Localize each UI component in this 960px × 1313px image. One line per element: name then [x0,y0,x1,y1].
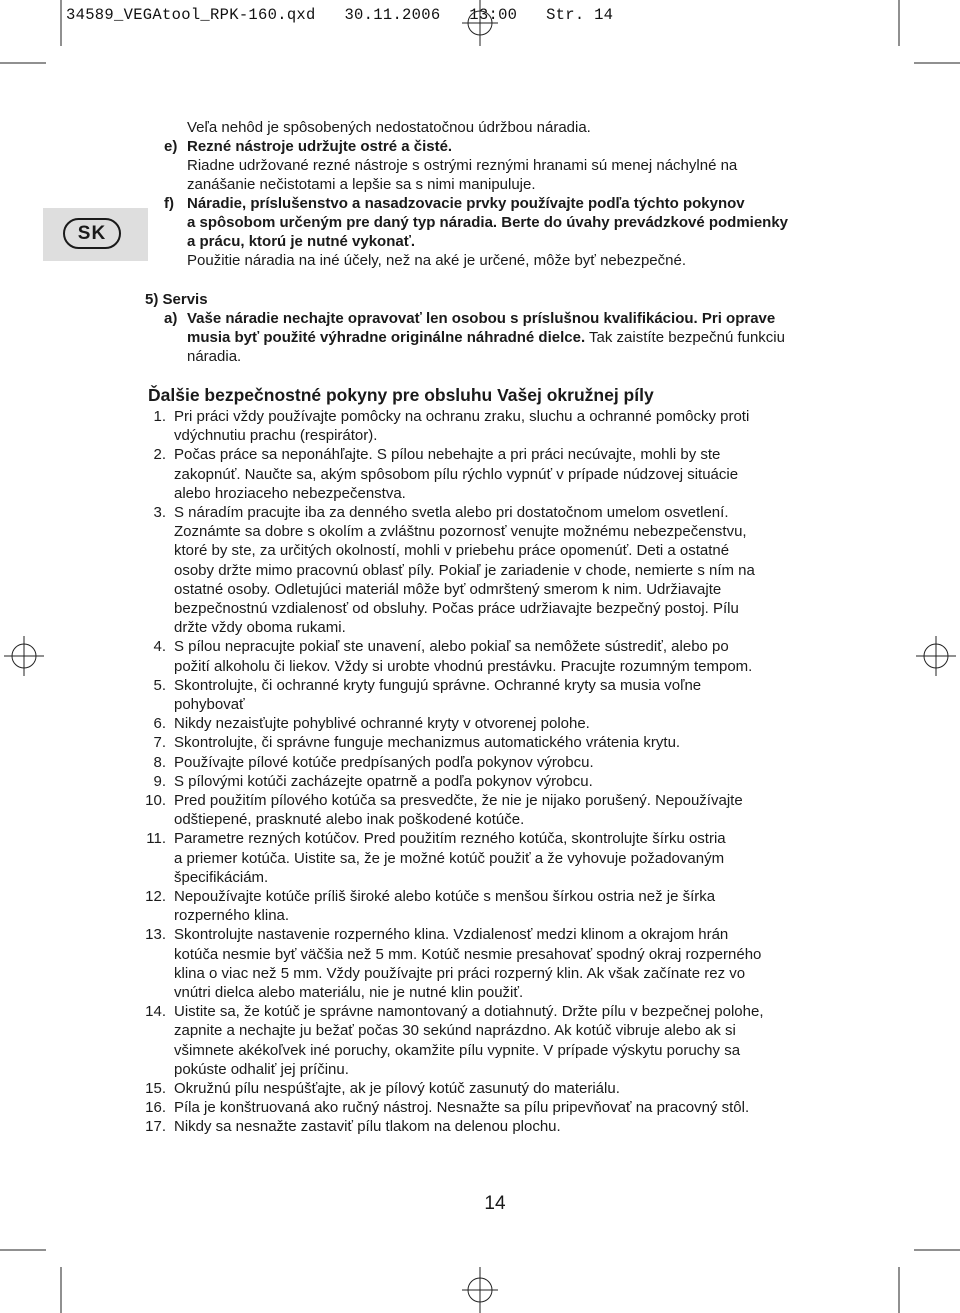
list-item-line: S pílou nepracujte pokiaľ ste unavení, alebo pokiaľ sa nemôžete sústrediť, alebo po [174,638,729,656]
list-item-number: 12. [145,888,166,905]
intro-line: Veľa nehôd je spôsobených nedostatočnou údržbou náradia. [187,119,591,136]
list-item-line: klina o viac než 5 mm. Vždy používajte pri práci rozperný klin. Ak však začínate rez vo [174,964,746,982]
registration-mark-right [916,636,956,676]
list-item-line: Píla je konštruovaná ako ručný nástroj. Nesnažte sa pílu pripevňovať na pracovný stôl. [174,1099,750,1117]
servis-bold-line: Vaše náradie nechajte opravovať len osobou s príslušnou kvalifikáciou. Pri oprave [187,310,776,327]
list-item-line: zakopnúť. Naučte sa, akým spôsobom pílu rýchlo vypnúť v prípade núdzovej situácie [174,465,739,483]
list-item-number: 16. [145,1099,166,1117]
item-f-bold-line: a prácu, ktorú je nutné vykonať. [187,233,416,250]
item-e-title: Rezné nástroje udržujte ostré a čisté. [187,138,453,155]
list-item-line: odštiepené, prasknuté alebo inak poškodené kotúče. [174,811,525,829]
item-e-line: Riadne udržované rezné nástroje s ostrými reznými hranami sú menej náchylné na [187,157,738,174]
list-item-number: 3. [153,504,166,521]
list-item-line: Nikdy nezaisťujte pohyblivé ochranné kryty v otvorenej polohe. [174,715,590,733]
list-item-line: Pri práci vždy používajte pomôcky na ochranu zraku, sluchu a ochranné pomôcky proti [174,408,750,425]
list-item-line: Uistite sa, že kotúč je správne namontovaný a dotiahnutý. Držte pílu v bezpečnej polohe, [174,1003,764,1021]
list-item-line: Pred použitím pílového kotúča sa presvedčte, že nie je nijako porušený. Nepoužívajte [174,792,743,809]
list-item-number: 13. [145,926,166,944]
servis-heading: 5) Servis [145,291,208,308]
list-item-number: 4. [153,638,166,656]
list-item-line: rozperného klina. [174,907,290,925]
list-item-number: 10. [145,792,166,809]
list-item-number: 5. [153,676,166,694]
language-tab [43,208,148,261]
list-item-number: 14. [145,1003,166,1021]
item-f-bold-line: a spôsobom určeným pre daný typ náradia. Berte do úvahy prevádzkové podmienky [187,214,789,231]
list-item-line: všimnete akékoľvek iné poruchy, okamžite pílu vypnite. V prípade výskytu poruchy sa [174,1041,741,1059]
list-item-number: 11. [146,830,166,848]
list-item-line: a priemer kotúča. Uistite sa, že je možné kotúč použiť a že vyhovuje požadovaným [174,849,725,867]
list-item-line: Skontrolujte, či správne funguje mechanizmus automatického vrátenia krytu. [174,734,681,752]
list-item-number: 1. [153,408,166,425]
list-item-line: zapnite a nechajte ju bežať počas 30 sekúnd naprázdno. Ak kotúč vibruje alebo ak si [174,1022,736,1040]
servis-tail: Tak zaistíte bezpečnú funkciu [589,329,785,346]
list-item-line: Parametre rezných kotúčov. Pred použitím rezného kotúča, skontrolujte šírku ostria [174,830,726,848]
list-item-number: 6. [153,715,166,733]
page-number: 14 [484,1193,506,1214]
list-item-line: Okružnú pílu nespúšťajte, ak je pílový kotúč zasunutý do materiálu. [174,1080,620,1097]
list-item-line: držte vždy oboma rukami. [174,619,346,637]
list-item-number: 8. [153,753,166,771]
list-item-line: Počas práce sa neponáhľajte. S pílou nebehajte a pri práci necúvajte, mohli by ste [174,446,721,464]
servis-line: náradia. [187,348,242,365]
list-item-line: bezpečnostnú vzdialenosť od obsluhy. Počas práce udržiavajte bezpečný postoj. Pílu [174,600,739,617]
list-item-number: 2. [153,446,166,464]
list-item-line: Používajte pílové kotúče predpísaných podľa pokynov výrobcu. [174,753,594,771]
item-f-label: f) [164,195,174,212]
language-badge: SK [63,218,121,249]
list-item-line: požití alkoholu či liekov. Vždy si urobte vhodnú prestávku. Pracujte rozumným tempom. [174,657,753,675]
list-item-number: 7. [153,734,166,752]
registration-mark-left [4,636,44,676]
list-item-number: 17. [145,1118,166,1136]
list-item-line: ostatné osoby. Odletujúci materiál môže byť odmrštený smerom k nim. Udržiavajte [174,580,722,598]
list-item-line: alebo hroziaceho nebezpečenstva. [174,484,406,502]
list-item-line: vdýchnutiu prachu (respirátor). [174,427,378,445]
list-item-line: Zoznámte sa dobre s okolím a zvláštnu pozornosť venujte možnému nebezpečenstvu, [174,523,747,541]
list-item-line: Nepoužívajte kotúče príliš široké alebo kotúče s menšou šírkou ostria než je šírka [174,888,716,905]
list-item-line: pohybovať [174,696,245,713]
item-f-line: Použitie náradia na iné účely, než na aké je určené, môže byť nebezpečné. [187,252,686,269]
item-e-label: e) [164,138,178,155]
list-item-line: kotúča nesmie byť väčšia než 5 mm. Kotúč nesmie presahovať spodný okraj rozperného [174,945,762,963]
servis-label: a) [164,310,178,327]
list-item-line: ktoré by ste, za určitých okolností, mohli v priebehu práce opomenúť. Deti a ostatné [174,542,730,560]
list-item-line: Nikdy sa nesnažte zastaviť pílu tlakom na delenou plochu. [174,1118,561,1136]
list-item-line: S náradím pracujte iba za denného svetla alebo pri dostatočnom umelom osvetlení. [174,504,729,521]
list-item-line: pokúste odhaliť jej príčinu. [174,1060,349,1078]
list-item-number: 9. [153,772,166,790]
list-item-line: Skontrolujte, či ochranné kryty fungujú správne. Ochranné kryty sa musia voľne [174,676,702,694]
list-item-line: osoby držte mimo pracovnú oblasť píly. Pokiaľ je zariadenie v chode, nemierte s ním na [174,561,755,579]
list-item-line: špecifikáciám. [174,868,269,886]
list-item-line: Skontrolujte nastavenie rozperného klina. Vzdialenosť medzi klinom a okrajom hrán [174,926,729,944]
safety-heading: Ďalšie bezpečnostné pokyny pre obsluhu Vašej okružnej píly [148,385,654,405]
servis-line [187,328,785,347]
item-f-bold-line: Náradie, príslušenstvo a nasadzovacie prvky používajte podľa týchto pokynov [187,195,745,212]
item-e-line: zanášanie nečistotami a lepšie sa s nimi manipuluje. [187,176,536,193]
registration-mark-bottom [462,1267,498,1313]
list-item-line: vnútri dielca alebo materiálu, nie je nutné klin použiť. [174,984,524,1001]
print-slug: 34589_VEGAtool_RPK-160.qxd 30.11.2006 13:00 Str. 14 [66,6,614,24]
servis-bold-part: musia byť použité výhradne originálne náhradné dielce. [187,329,586,346]
list-item-line: S pílovými kotúči zacházejte opatrně a podľa pokynov výrobcu. [174,772,593,790]
list-item-number: 15. [145,1080,166,1097]
